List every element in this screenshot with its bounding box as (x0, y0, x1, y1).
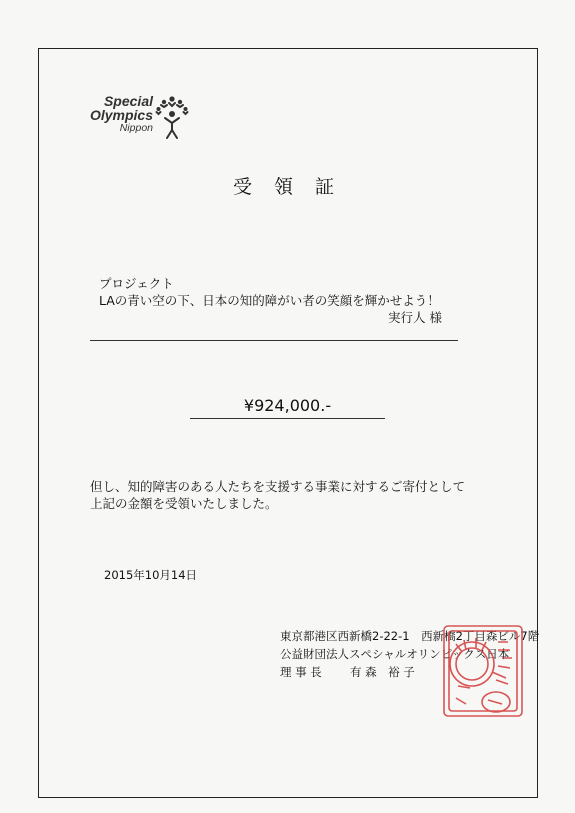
project-label: プロジェクト (99, 276, 174, 291)
official-seal-stamp (436, 622, 528, 722)
recipient-honorific: 実行人 様 (388, 310, 442, 325)
amount: ¥924,000.- (243, 396, 332, 415)
issuer-organization: 公益財団法人スペシャルオリンピックス日本 (280, 647, 510, 661)
issuer-name: 有 森 裕 子 (350, 665, 415, 679)
recipient-underline (90, 340, 458, 341)
logo-line-1: Special (103, 93, 153, 109)
logo-wordmark (69, 94, 153, 135)
special-olympics-logo (69, 94, 189, 150)
purpose-line-1: 但し、知的障害のある人たちを支援する事業に対するご寄付として (90, 479, 466, 494)
document-title: 受 領 証 (232, 176, 343, 198)
purpose-line-2: 上記の金額を受領いたしました。 (90, 496, 278, 511)
issuer-address: 東京都港区西新橋2-22-1 西新橋2丁目森ビル7階 (280, 629, 540, 643)
special-olympics-figures-icon (155, 94, 189, 140)
issuer-title: 理 事 長 (280, 665, 322, 679)
project-name: LAの青い空の下、日本の知的障がい者の笑顔を輝かせよう！ (99, 293, 440, 308)
amount-underline (190, 418, 385, 419)
logo-line-3: Nippon (119, 122, 153, 134)
logo-line-2: Olympics (89, 107, 153, 123)
issue-date: 2015年10月14日 (104, 568, 198, 582)
